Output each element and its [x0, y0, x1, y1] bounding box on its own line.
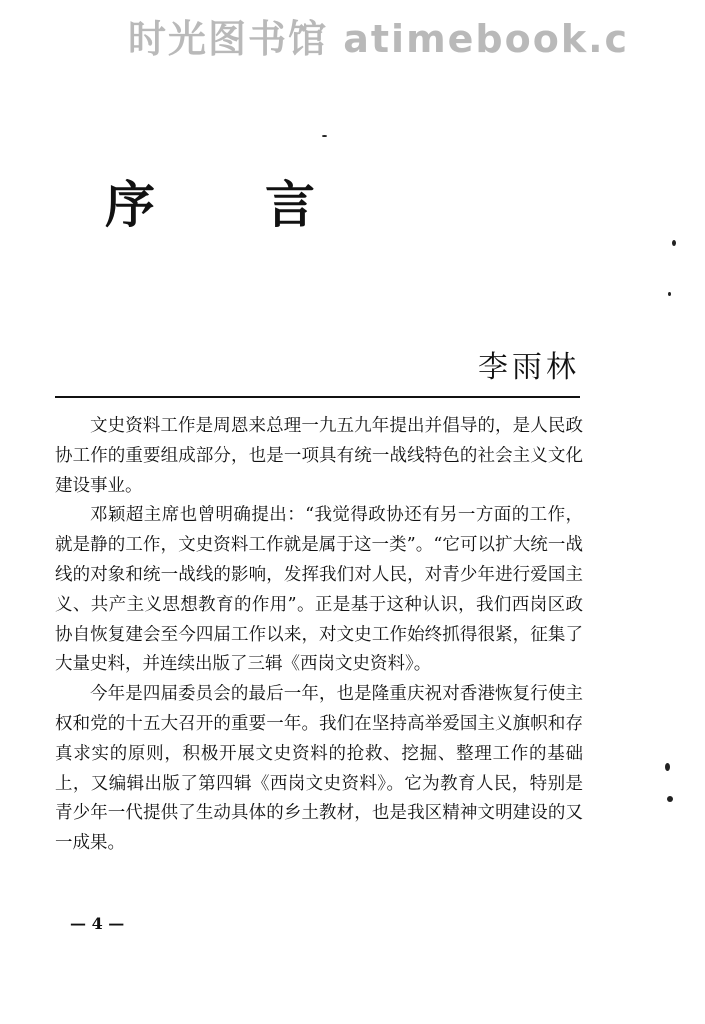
page-title — [105, 165, 315, 237]
scan-speck — [667, 796, 673, 802]
author-name: 李雨林 — [478, 350, 580, 385]
divider-rule — [55, 396, 580, 398]
paragraph-2: 邓颖超主席也曾明确提出：“我觉得政协还有另一方面的工作，就是静的工作，文史资料工作就是属于这一类”。“它可以扩大统一战线的对象和统一战线的影响，发挥我们对人民，对青少年进行爱国主义、共产主义思想教育的作用”。正是基于这种认识，我们西岗区政协自恢复建会至今四届工作以来，对文史工作始终抓得很紧，征集了大量史料，并连续出版了三辑《西岗文史资料》。 — [55, 505, 583, 675]
page-number: — 4 — — [70, 914, 125, 933]
scan-speck — [672, 240, 676, 246]
scan-speck — [665, 763, 670, 771]
scan-speck — [322, 135, 327, 137]
body-text — [55, 412, 583, 859]
scan-speck — [668, 292, 671, 296]
title-char-1: 序 — [105, 176, 155, 234]
paragraph-1: 文史资料工作是周恩来总理一九五九年提出并倡导的，是人民政协工作的重要组成部分，也是一项具有统一战线特色的社会主义文化建设事业。 — [55, 416, 583, 496]
paragraph-3: 今年是四届委员会的最后一年，也是隆重庆祝对香港恢复行使主权和党的十五大召开的重要一年。我们在坚持高举爱国主义旗帜和存真求实的原则，积极开展文史资料的抢救、挖掘、整理工作的基础上，又编辑出版了第四辑《西岗文史资料》。它为教育人民，特别是青少年一代提供了生动具体的乡土教材，也是我区精神文明建设的又一成果。 — [55, 684, 583, 854]
watermark: 时光图书馆 atimebook.c — [128, 17, 630, 61]
title-char-2: 言 — [265, 176, 315, 234]
